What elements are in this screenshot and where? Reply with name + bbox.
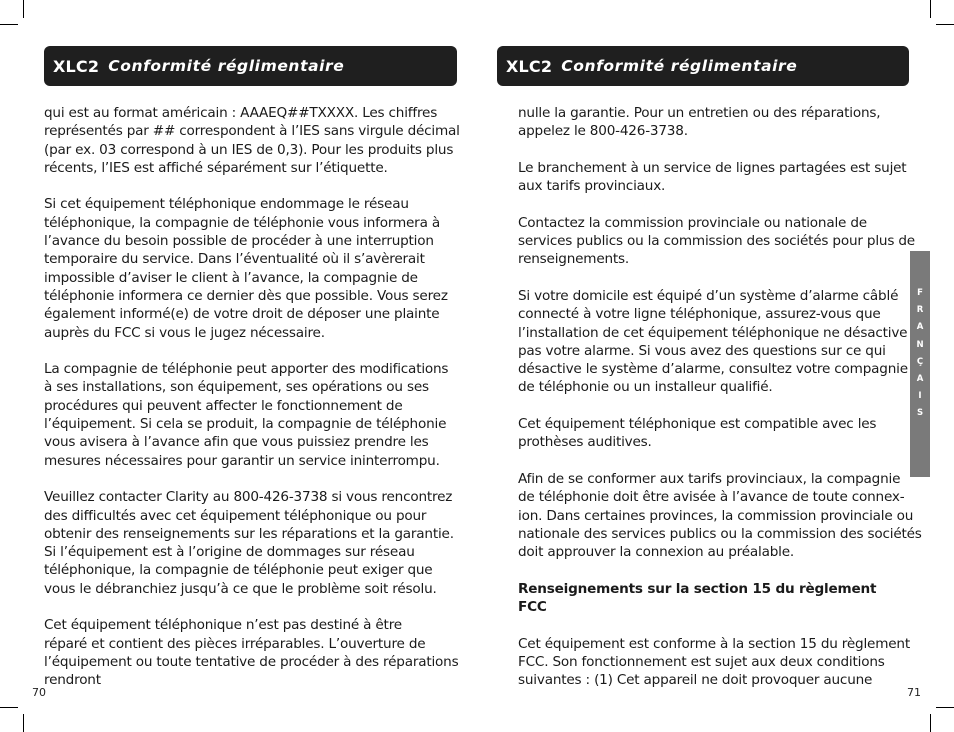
text-line: appelez le 800-426-3738.: [518, 123, 688, 140]
text-line: [518, 397, 913, 415]
text-line: procédures qui peuvent affecter le fonctionnement de: [44, 397, 403, 414]
page-number-left: 70: [32, 686, 46, 699]
text-line: Afin de se conformer aux tarifs provinciaux, la compagnie: [518, 470, 901, 487]
text-line: vous le débranchiez jusqu’à ce que le problème soit résolu.: [44, 580, 437, 597]
text-line: [518, 616, 913, 634]
section-title: Conformité réglimentaire: [561, 57, 798, 75]
text-line: Si votre domicile est équipé d’un système d’alarme câblé: [518, 287, 899, 304]
side-tab-letter: A: [916, 374, 924, 385]
crop-mark: [930, 0, 931, 18]
text-line: Renseignements sur la section 15 du règlement: [518, 580, 877, 597]
side-tab-letter: R: [916, 305, 924, 316]
text-line: prothèses auditives.: [518, 434, 652, 451]
text-line: réparé et contient des pièces irréparables. L’ouverture de: [44, 635, 426, 652]
model-name: XLC2: [506, 56, 553, 76]
text-line: doit approuver la connexion au préalable.: [518, 544, 795, 561]
text-line: Contactez la commission provinciale ou nationale de: [518, 214, 867, 231]
right-page-header: [497, 46, 909, 86]
text-line: l’installation de cet équipement téléphonique ne désactive: [518, 324, 908, 341]
crop-mark: [936, 24, 954, 25]
text-line: [518, 141, 913, 159]
text-line: [44, 342, 456, 360]
section-title: Conformité réglimentaire: [108, 57, 345, 75]
crop-mark: [930, 714, 931, 732]
text-line: Cet équipement téléphonique n’est pas destiné à être: [44, 617, 402, 634]
right-page-text: [518, 104, 922, 690]
text-line: nulle la garantie. Pour un entretien ou des réparations,: [518, 105, 881, 121]
text-line: services publics ou la commission des sociétés pour plus de: [518, 233, 915, 250]
text-line: [518, 195, 913, 213]
text-line: [44, 177, 456, 195]
side-tab-letter: S: [916, 408, 924, 419]
page-number-right: 71: [907, 686, 921, 699]
text-line: impossible d’aviser le client à l’avance, la compagnie de: [44, 269, 418, 286]
text-line: téléphonique, la compagnie de téléphonie peut exiger que: [44, 562, 433, 579]
crop-mark: [23, 0, 24, 18]
text-line: mesures nécessaires pour garantir un service ininterrompu.: [44, 452, 440, 469]
text-line: nationale des services publics ou la commission des sociétés: [518, 525, 922, 542]
side-tab-letter: I: [918, 391, 922, 402]
text-line: connecté à votre ligne téléphonique, assurez-vous que: [518, 306, 881, 323]
text-line: également informé(e) de votre droit de déposer une plainte: [44, 306, 440, 323]
crop-mark: [23, 714, 24, 732]
text-line: obtenir des renseignements sur les réparations et la garantie.: [44, 525, 454, 542]
text-line: Cet équipement est conforme à la section 15 du règlement: [518, 635, 910, 652]
text-line: FCC. Son fonctionnement est sujet aux deux conditions: [518, 653, 885, 670]
text-line: téléphonie informera ce dernier dès que possible. Vous serez: [44, 287, 448, 304]
text-line: [518, 452, 913, 470]
side-tab-letter: N: [916, 339, 924, 350]
left-page-header: [44, 46, 457, 86]
text-line: [518, 269, 913, 287]
text-line: désactive le système d’alarme, consultez votre compagnie: [518, 361, 908, 378]
crop-mark: [0, 707, 18, 708]
text-line: l’équipement ou toute tentative de procéder à des réparations: [44, 653, 459, 670]
text-line: à ses installations, son équipement, ses opérations ou ses: [44, 379, 429, 396]
left-page-text: [44, 104, 460, 690]
text-line: Veuillez contacter Clarity au 800-426-3738 si vous rencontrez: [44, 489, 453, 506]
crop-mark: [0, 24, 18, 25]
crop-mark: [936, 707, 954, 708]
text-line: vous avisera à l’avance afin que vous puissiez prendre les: [44, 434, 429, 451]
side-tab-letter: F: [917, 288, 923, 298]
text-line: auprès du FCC si vous le jugez nécessaire.: [44, 324, 325, 341]
side-tab-letter: Ç: [916, 356, 924, 367]
text-line: des difficultés avec cet équipement téléphonique ou pour: [44, 507, 427, 524]
text-line: Cet équipement téléphonique est compatible avec les: [518, 416, 877, 433]
text-line: de téléphonie ou un installeur qualifié.: [518, 379, 773, 396]
text-line: qui est au format américain : AAAEQ##TXXXX. Les chiffres: [44, 105, 438, 121]
text-line: rendront: [44, 672, 101, 689]
text-line: aux tarifs provinciaux.: [518, 178, 666, 195]
text-line: (par ex. 03 correspond à un IES de 0,3). Pour les produits plus: [44, 141, 454, 158]
text-line: ion. Dans certaines provinces, la commission provinciale ou: [518, 507, 914, 524]
text-line: l’équipement. Si cela se produit, la compagnie de téléphonie: [44, 416, 447, 433]
text-line: représentés par ## correspondent à l’IES sans virgule décimal: [44, 123, 460, 140]
text-line: Le branchement à un service de lignes partagées est sujet: [518, 159, 907, 176]
text-line: suivantes : (1) Cet appareil ne doit provoquer aucune: [518, 672, 873, 689]
text-line: FCC: [518, 599, 547, 616]
text-line: récents, l’IES est affiché séparément sur l’étiquette.: [44, 159, 388, 176]
side-tab-letter: A: [916, 322, 924, 333]
text-line: Si l’équipement est à l’origine de dommages sur réseau: [44, 544, 415, 561]
text-line: pas votre alarme. Si vous avez des questions sur ce qui: [518, 342, 886, 359]
text-line: La compagnie de téléphonie peut apporter des modifications: [44, 361, 449, 378]
text-line: renseignements.: [518, 251, 630, 268]
text-line: l’avance du besoin possible de procéder à une interruption: [44, 233, 434, 250]
text-line: [518, 561, 913, 579]
model-name: XLC2: [53, 56, 100, 76]
text-line: téléphonique, la compagnie de téléphonie vous informera à: [44, 214, 440, 231]
text-line: Si cet équipement téléphonique endommage le réseau: [44, 196, 409, 213]
text-line: [44, 470, 456, 488]
text-line: de téléphonie doit être avisée à l’avance de toute connex-: [518, 489, 905, 506]
text-line: [44, 598, 456, 616]
language-side-tab: [910, 251, 930, 477]
text-line: temporaire du service. Dans l’éventualité où il s’avèrerait: [44, 251, 425, 268]
